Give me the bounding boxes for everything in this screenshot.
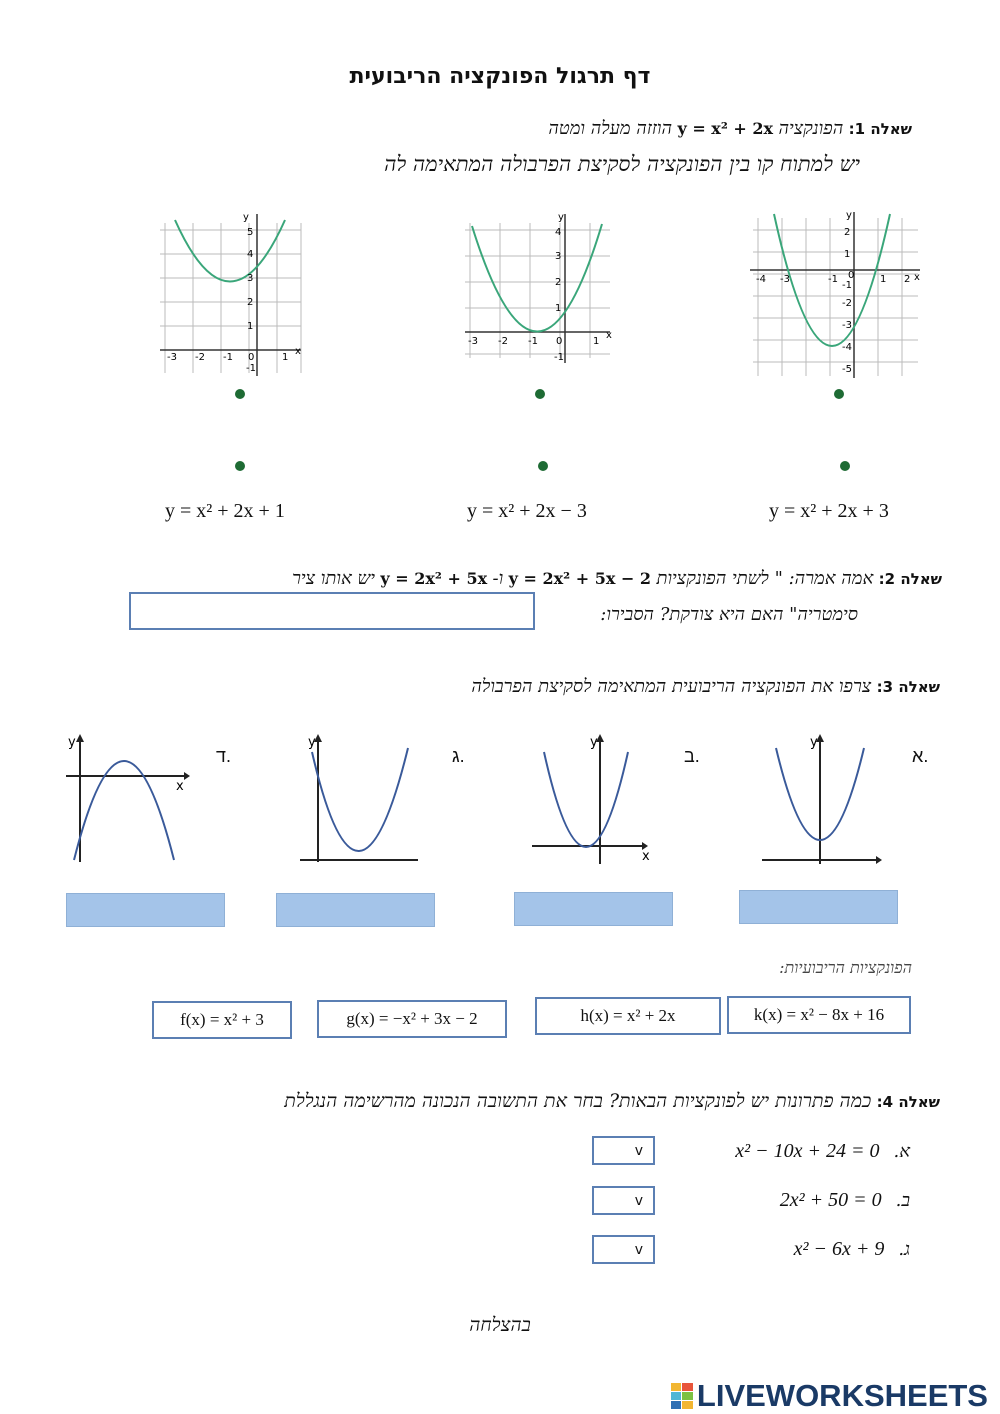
q1-graph-2-ytick: 4 — [555, 227, 562, 238]
q4-item-2-letter: ב. — [895, 1190, 910, 1211]
q1-graph-2 — [460, 208, 615, 368]
q1-graph-3-ytick: 2 — [844, 227, 851, 238]
q3-drop-box-a[interactable] — [739, 890, 898, 924]
q2-eq1: y = 2x² + 5x − 2 — [508, 569, 652, 588]
q1-graph-1-xtick: -2 — [195, 352, 205, 363]
q3-letter-d: ד. — [216, 746, 231, 766]
q1-graph-3-xtick: -3 — [780, 274, 790, 285]
q1-graph-1-ytick: 2 — [247, 297, 254, 308]
q3-sketch-b-axis-y: y — [590, 735, 598, 750]
q1-graph-1-ytick: -1 — [246, 363, 256, 374]
q4-item-2 — [780, 1189, 910, 1212]
q3-sketch-g — [296, 732, 426, 867]
q2-eq2: y = 2x² + 5x — [380, 569, 488, 588]
q1-graph-1-xtick: -1 — [223, 352, 233, 363]
q3-line — [471, 676, 940, 697]
q1-graph-3-ytick: -1 — [842, 280, 852, 291]
q1-graph-2-xtick: -3 — [468, 336, 478, 347]
q4-line — [284, 1090, 940, 1113]
q4-item-3-letter: ג. — [898, 1239, 910, 1260]
q4-item-3 — [794, 1238, 910, 1261]
q4-label: שאלה 4: — [876, 1093, 940, 1111]
q1-graph-2-xtick: -2 — [498, 336, 508, 347]
q1-graph-3-ytick: -5 — [842, 364, 852, 375]
q3-drop-box-d[interactable] — [66, 893, 225, 927]
q3-letter-b: ב. — [684, 746, 700, 766]
q3-sketch-b-axis-x: x — [642, 849, 650, 864]
q1-graph-2-xtick: 1 — [593, 336, 600, 347]
equation-dot-3[interactable] — [840, 461, 850, 471]
q3-text: צרפו את הפונקציה הריבועית המתאימה לסקיצת הפרבולה — [471, 676, 872, 697]
q1-graph-1-xtick: 1 — [282, 352, 289, 363]
q1-equation-3: y = x² + 2x + 3 — [769, 500, 889, 522]
q1-equation-1: y = x² + 2x + 1 — [165, 500, 285, 522]
function-card-k[interactable]: k(x) = x² − 8x + 16 — [727, 996, 911, 1034]
q4-item-1-equation: x² − 10x + 24 = 0 — [735, 1140, 880, 1162]
q1-graph-2-ytick: 2 — [555, 277, 562, 288]
q1-graph-3-xtick: -4 — [756, 274, 766, 285]
q4-text: כמה פתרונות יש לפונקציות הבאות? בחר את התשובה הנכונה מהרשימה הנגללת — [284, 1090, 872, 1112]
q3-sketch-g-axis-y: y — [308, 735, 316, 750]
q1-graph-3-xtick: -1 — [828, 274, 838, 285]
q1-text-after: הוזזה מעלה ומטה — [548, 118, 673, 139]
footer-good-luck: בהצלחה — [469, 1314, 531, 1336]
q4-item-1-letter: א. — [893, 1141, 910, 1162]
q1-line — [548, 118, 912, 139]
q2-and: ו- — [492, 568, 504, 589]
q2-line2: סימטריה" האם היא צודקת? הסבירו: — [600, 604, 858, 625]
graph-dot-1[interactable] — [235, 389, 245, 399]
q1-graph-3-ytick: -2 — [842, 298, 852, 309]
q3-functions-title: הפונקציות הריבועיות: — [779, 958, 912, 977]
q1-graph-3-ytick: -4 — [842, 342, 852, 353]
q1-graph-2-ytick: 3 — [555, 251, 562, 262]
graph-dot-3[interactable] — [834, 389, 844, 399]
q1-instruction: יש למתוח קו בין הפונקציה לסקיצת הפרבולה המתאימה לה — [384, 152, 860, 176]
q4-item-1 — [735, 1140, 910, 1163]
q2-text2: יש אותו ציר — [292, 568, 375, 589]
q4-select-3[interactable]: v — [592, 1235, 655, 1264]
q1-text-before: הפונקציה — [778, 118, 844, 139]
q3-sketch-a-axis-y: y — [810, 735, 818, 750]
function-card-h[interactable]: h(x) = x² + 2x — [535, 997, 721, 1035]
q3-letter-g: ג. — [452, 746, 465, 766]
q1-graph-2-axis-y: y — [558, 212, 564, 223]
q1-graph-1-ytick: 3 — [247, 273, 254, 284]
equation-dot-2[interactable] — [538, 461, 548, 471]
q1-graph-2-axis-x: x — [606, 330, 612, 341]
q1-graph-1-xtick: -3 — [167, 352, 177, 363]
q3-drop-box-g[interactable] — [276, 893, 435, 927]
q3-sketch-d-axis-y: y — [68, 735, 76, 750]
q2-label: שאלה 2: — [878, 570, 942, 588]
q1-graph-3-xtick: 2 — [904, 274, 911, 285]
q1-graph-3-xtick: 1 — [880, 274, 887, 285]
graph-dot-2[interactable] — [535, 389, 545, 399]
q4-select-2[interactable]: v — [592, 1186, 655, 1215]
q1-graph-2-xtick: 0 — [556, 336, 563, 347]
q1-graph-1-ytick: 1 — [247, 321, 254, 332]
q1-equation: y = x² + 2x — [677, 119, 774, 138]
page-title: דף תרגול הפונקציה הריבועית — [349, 64, 651, 89]
q1-graph-1-axis-x: x — [295, 346, 301, 357]
equation-dot-1[interactable] — [235, 461, 245, 471]
q3-sketch-b — [530, 732, 660, 867]
q1-label: שאלה 1: — [848, 120, 912, 138]
q3-sketch-a — [760, 732, 890, 867]
q4-item-2-equation: 2x² + 50 = 0 — [779, 1189, 882, 1211]
q3-sketch-d — [60, 732, 190, 867]
q2-answer-input[interactable] — [129, 592, 535, 630]
q2-line — [292, 568, 942, 589]
q1-graph-3-xtick: 0 — [848, 270, 855, 281]
q1-graph-1 — [155, 208, 305, 378]
q3-label: שאלה 3: — [876, 678, 940, 696]
q4-select-1[interactable]: v — [592, 1136, 655, 1165]
q1-graph-3-ytick: -3 — [842, 320, 852, 331]
q2-text1: אמה אמרה: " לשתי הפונקציות — [656, 568, 874, 589]
q1-graph-2-ytick: -1 — [554, 352, 564, 363]
q3-drop-box-b[interactable] — [514, 892, 673, 926]
function-card-f[interactable]: f(x) = x² + 3 — [152, 1001, 292, 1039]
q1-graph-1-xtick: 0 — [248, 352, 255, 363]
q1-graph-3-ytick: 1 — [844, 249, 851, 260]
q1-graph-2-xtick: -1 — [528, 336, 538, 347]
q3-sketch-d-axis-x: x — [176, 779, 184, 794]
q1-graph-3-axis-x: x — [914, 272, 920, 283]
q1-graph-1-ytick: 5 — [247, 227, 254, 238]
q1-graph-3 — [748, 208, 923, 380]
function-card-g[interactable]: g(x) = −x² + 3x − 2 — [317, 1000, 507, 1038]
liveworksheets-logo-icon — [671, 1383, 693, 1409]
liveworksheets-logo — [671, 1378, 988, 1414]
liveworksheets-logo-text: LIVEWORKSHEETS — [696, 1378, 988, 1413]
q1-graph-2-ytick: 1 — [555, 303, 562, 314]
q4-item-3-equation: x² − 6x + 9 — [793, 1238, 885, 1260]
q1-graph-3-axis-y: y — [846, 210, 852, 221]
q3-letter-a: א. — [912, 746, 929, 766]
q1-graph-1-axis-y: y — [243, 212, 249, 223]
q1-graph-1-ytick: 4 — [247, 249, 254, 260]
q1-equation-2: y = x² + 2x − 3 — [467, 500, 587, 522]
